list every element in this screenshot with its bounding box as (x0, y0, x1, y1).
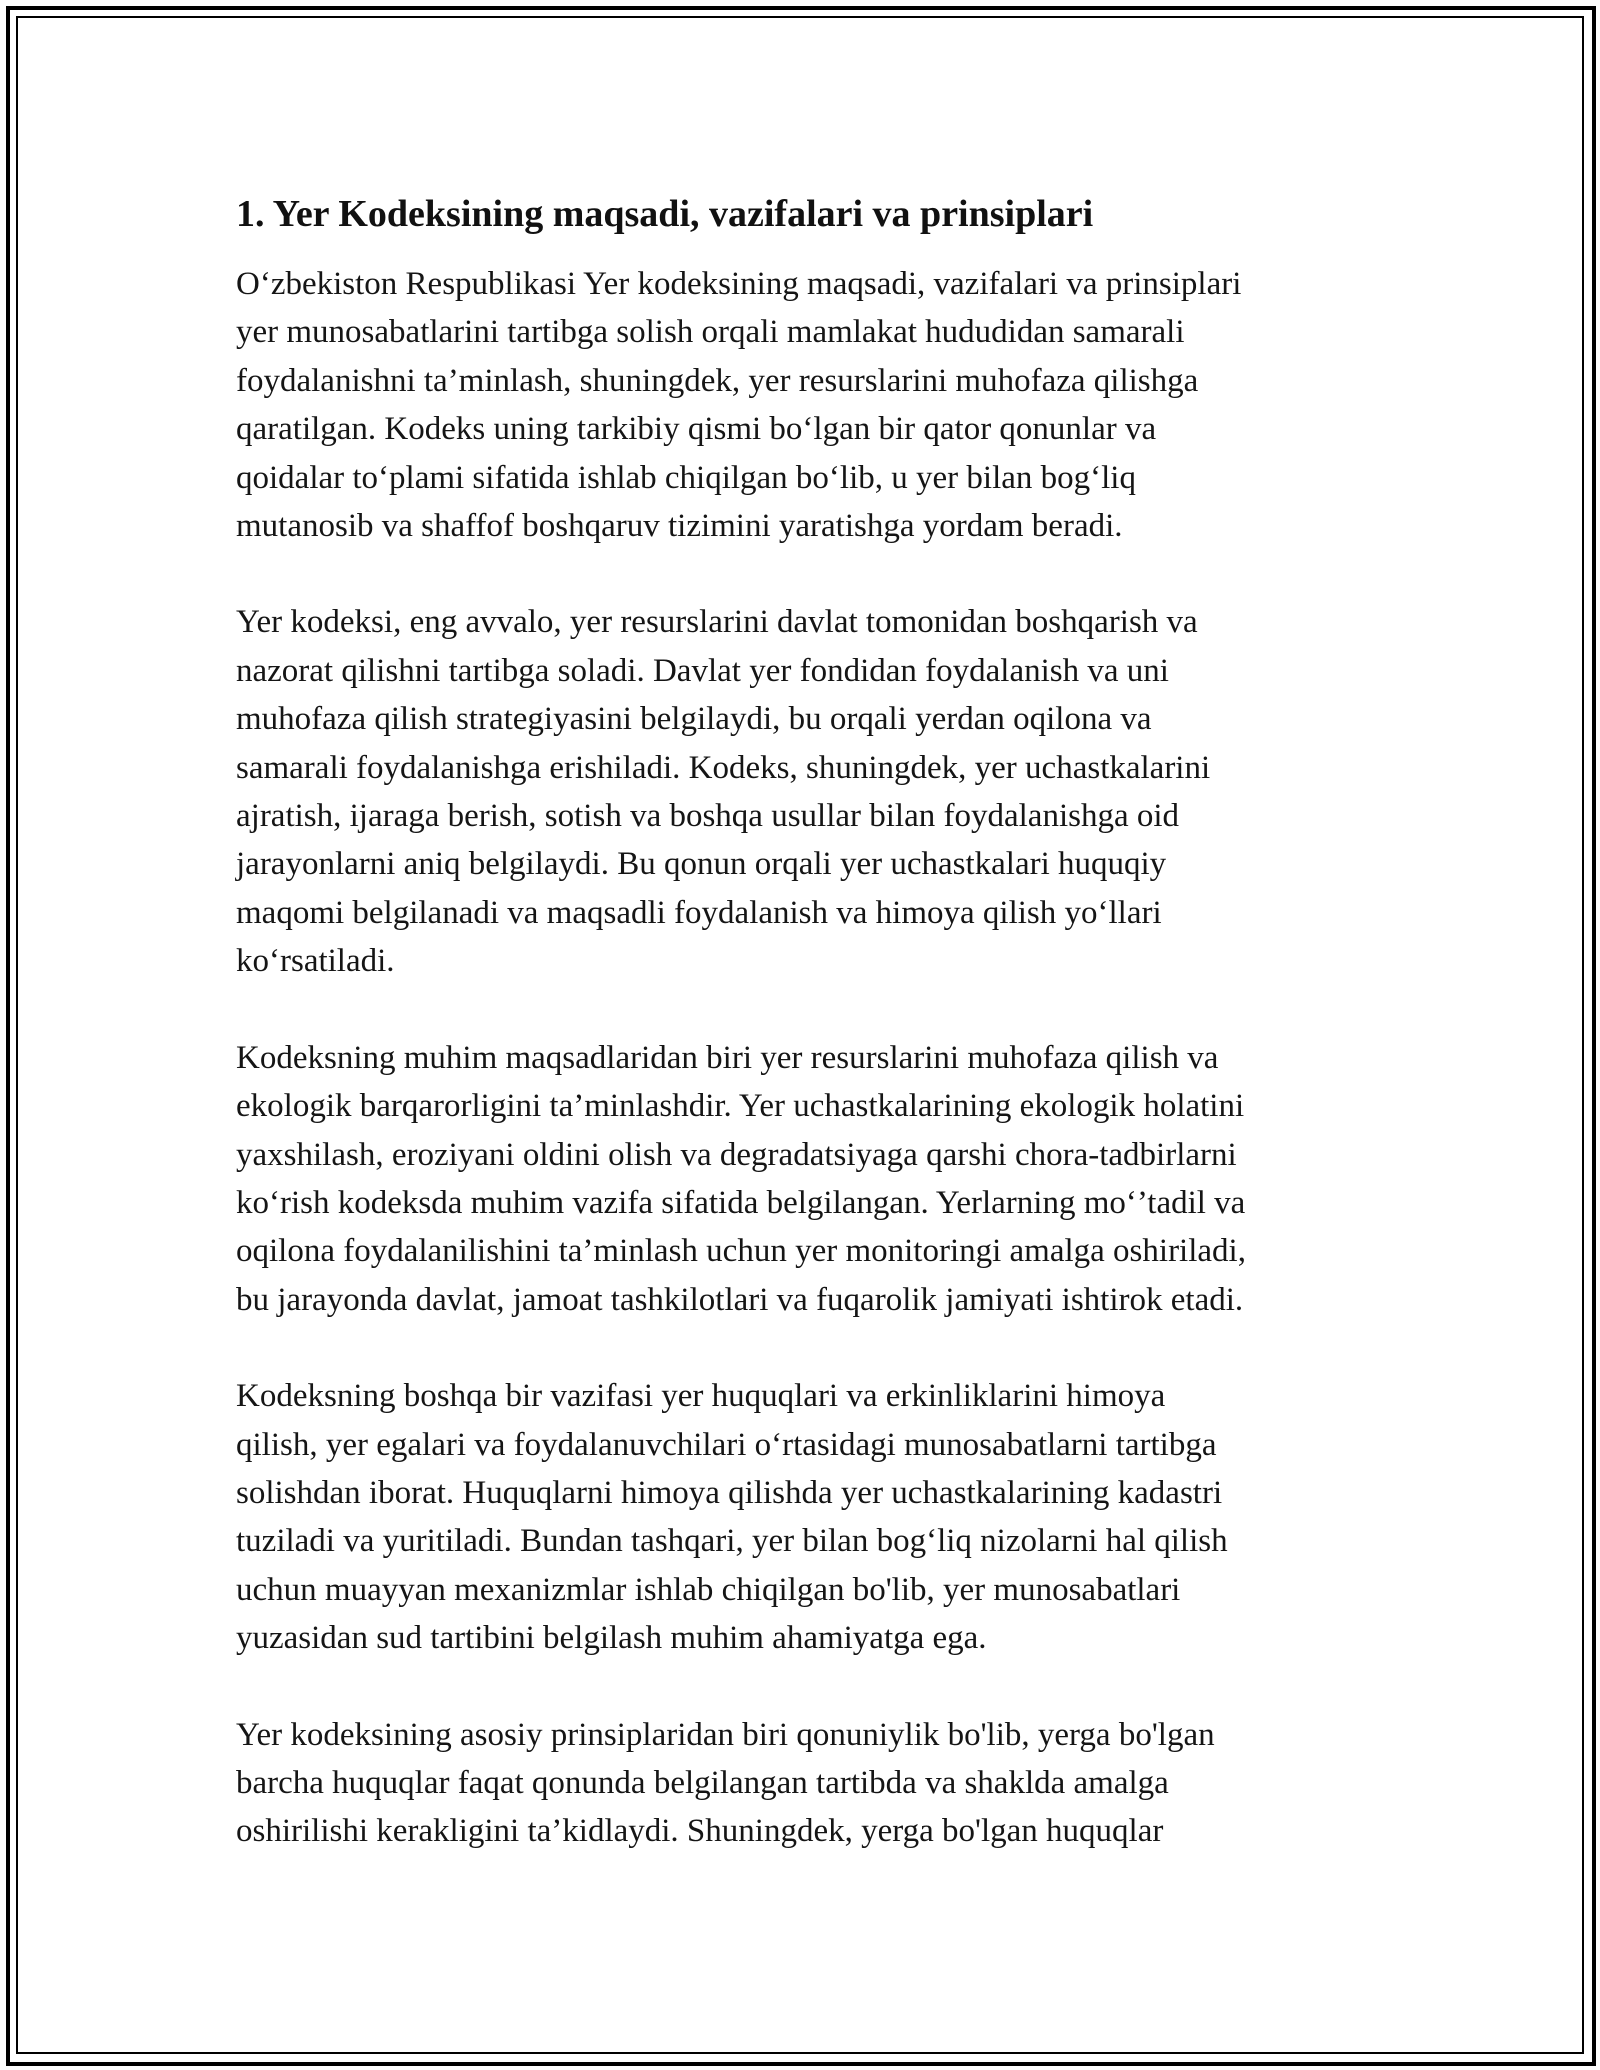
text-line: ekologik barqarorligini ta’minlashdir. Yer uchastkalarining ekologik holatini (236, 1088, 1245, 1125)
text-line: Kodeksning muhim maqsadlaridan biri yer resurslarini muhofaza qilish va (236, 1039, 1219, 1076)
text-line: qilish, yer egalari va foydalanuvchilari o‘rtasidagi munosabatlarni tartibga (236, 1426, 1217, 1463)
text-line: foydalanishni ta’minlash, shuningdek, yer resurslarini muhofaza qilishga (236, 362, 1199, 399)
text-line: Yer kodeksi, eng avvalo, yer resurslarini davlat tomonidan boshqarish va (236, 604, 1198, 641)
text-line: maqomi belgilanadi va maqsadli foydalanish va himoya qilish yo‘llari (236, 894, 1162, 931)
paragraph-3 (236, 1034, 1366, 1324)
text-line: nazorat qilishni tartibga soladi. Davlat yer fondidan foydalanish va uni (236, 652, 1169, 689)
paragraph-1 (236, 260, 1366, 550)
text-line: mutanosib va shaffof boshqaruv tizimini yaratishga yordam beradi. (236, 508, 1123, 545)
text-line: yuzasidan sud tartibini belgilash muhim ahamiyatga ega. (236, 1620, 987, 1657)
section-heading: 1. Yer Kodeksining maqsadi, vazifalari va prinsiplari (236, 193, 1094, 235)
text-line: samarali foydalanishga erishiladi. Kodeks, shuningdek, yer uchastkalarini (236, 749, 1211, 786)
text-line: ajratish, ijaraga berish, sotish va boshqa usullar bilan foydalanishga oid (236, 798, 1180, 835)
text-line: muhofaza qilish strategiyasini belgilaydi, bu orqali yerdan oqilona va (236, 701, 1152, 738)
text-line: jarayonlarni aniq belgilaydi. Bu qonun orqali yer uchastkalari huquqiy (236, 846, 1167, 883)
text-line: yaxshilash, eroziyani oldini olish va degradatsiyaga qarshi chora-tadbirlarni (236, 1136, 1237, 1173)
text-line: oqilona foydalanilishini ta’minlash uchun yer monitoringi amalga oshiriladi, (236, 1233, 1246, 1270)
text-line: bu jarayonda davlat, jamoat tashkilotlari va fuqarolik jamiyati ishtirok etadi. (236, 1281, 1244, 1318)
text-line: barcha huquqlar faqat qonunda belgilangan tartibda va shaklda amalga (236, 1764, 1169, 1801)
text-line: tuziladi va yuritiladi. Bundan tashqari, yer bilan bog‘liq nizolarni hal qilish (236, 1523, 1228, 1560)
text-line: oshirilishi kerakligini ta’kidlaydi. Shuningdek, yerga bo'lgan huquqlar (236, 1813, 1164, 1850)
text-line: uchun muayyan mexanizmlar ishlab chiqilgan bo'lib, yer munosabatlari (236, 1571, 1181, 1608)
text-line: ko‘rish kodeksda muhim vazifa sifatida belgilangan. Yerlarning mo‘’tadil va (236, 1184, 1246, 1221)
text-line: qaratilgan. Kodeks uning tarkibiy qismi bo‘lgan bir qator qonunlar va (236, 411, 1157, 448)
text-line: yer munosabatlarini tartibga solish orqali mamlakat hududidan samarali (236, 314, 1185, 351)
text-line: solishdan iborat. Huquqlarni himoya qilishda yer uchastkalarining kadastri (236, 1474, 1223, 1511)
text-line: O‘zbekiston Respublikasi Yer kodeksining maqsadi, vazifalari va prinsiplari (236, 266, 1242, 302)
paragraph-2 (236, 598, 1366, 985)
paragraph-4 (236, 1372, 1366, 1662)
document-body (236, 188, 1366, 1904)
text-line: ko‘rsatiladi. (236, 943, 395, 980)
text-line: Kodeksning boshqa bir vazifasi yer huquqlari va erkinliklarini himoya (236, 1378, 1166, 1415)
text-line: qoidalar to‘plami sifatida ishlab chiqilgan bo‘lib, u yer bilan bog‘liq (236, 459, 1136, 496)
text-line: Yer kodeksining asosiy prinsiplaridan biri qonuniylik bo'lib, yerga bo'lgan (236, 1716, 1215, 1753)
paragraph-5 (236, 1711, 1366, 1856)
